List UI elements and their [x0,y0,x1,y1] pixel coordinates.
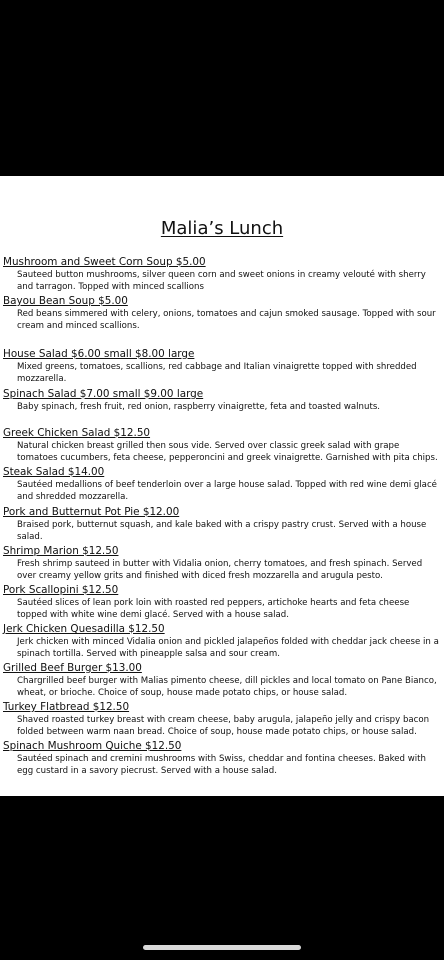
menu-title-text: Malia’s Lunch [160,218,284,239]
menu-item-name: Greek Chicken Salad $12.50 [3,427,151,439]
menu-item-description: Chargrilled beef burger with Malias pimento cheese, dill pickles and local tomato on Pane Bianco, wheat, or brioche. Choice of soup, house made potato chips, or house salad. [17,676,437,698]
menu-item-description: Jerk chicken with minced Vidalia onion and pickled jalapeños folded with cheddar jack cheese in a spinach tortilla. Served with pineapple salsa and sour cream. [17,637,439,659]
menu-item-description: Braised pork, butternut squash, and kale baked with a crispy pastry crust. Served with a house salad. [17,520,427,542]
menu-item-name: Mushroom and Sweet Corn Soup $5.00 [3,256,206,268]
menu-item-description: Sautéed slices of lean pork loin with roasted red peppers, artichoke hearts and feta cheese topped with white wine demi glacé. Served with a house salad. [17,598,410,620]
menu-item-name: Bayou Bean Soup $5.00 [3,295,128,307]
menu-item-description: Fresh shrimp sauteed in butter with Vidalia onion, cherry tomatoes, and fresh spinach. Served over creamy yellow grits and finished with diced fresh mozzarella and arugula pesto. [17,559,423,581]
home-indicator[interactable] [143,945,301,950]
menu-item-description: Red beans simmered with celery, onions, tomatoes and cajun smoked sausage. Topped with sour cream and minced scallions. [17,309,436,331]
menu-item-name: Spinach Salad $7.00 small $9.00 large [3,388,204,400]
menu-item-description: Shaved roasted turkey breast with cream cheese, baby arugula, jalapeño jelly and crispy bacon folded between warm naan bread. Choice of soup, house made potato chips, or house salad. [17,715,430,737]
menu-item-name: Pork and Butternut Pot Pie $12.00 [3,506,180,518]
menu-item-name: Grilled Beef Burger $13.00 [3,662,142,674]
menu-item-description: Natural chicken breast grilled then sous vide. Served over classic greek salad with grape tomatoes cucumbers, feta cheese, pepperoncini and greek vinaigrette. Garnished with pita chips. [17,441,438,463]
menu-item-description: Sautéed spinach and cremini mushrooms with Swiss, cheddar and fontina cheeses. Baked with egg custard in a savory piecrust. Served with a house salad. [17,754,426,776]
menu-item-name: Spinach Mushroom Quiche $12.50 [3,740,182,752]
menu-item-description: Sauteed button mushrooms, silver queen corn and sweet onions in creamy velouté with sherry and tarragon. Topped with minced scallions [17,270,426,292]
menu-title [0,218,444,240]
menu-item-name: House Salad $6.00 small $8.00 large [3,348,195,360]
menu-item-description: Baby spinach, fresh fruit, red onion, raspberry vinaigrette, feta and toasted walnuts. [17,402,381,412]
menu-item-name: Pork Scallopini $12.50 [3,584,119,596]
menu-item-description: Sautéed medallions of beef tenderloin over a large house salad. Topped with red wine demi glacé and shredded mozzarella. [17,480,437,502]
menu-item-description: Mixed greens, tomatoes, scallions, red cabbage and Italian vinaigrette topped with shredded mozzarella. [17,362,417,384]
menu-item-name: Steak Salad $14.00 [3,466,105,478]
menu-item-name: Turkey Flatbread $12.50 [3,701,130,713]
menu-item-name: Jerk Chicken Quesadilla $12.50 [3,623,165,635]
menu-item-name: Shrimp Marion $12.50 [3,545,119,557]
menu-page [0,176,444,796]
